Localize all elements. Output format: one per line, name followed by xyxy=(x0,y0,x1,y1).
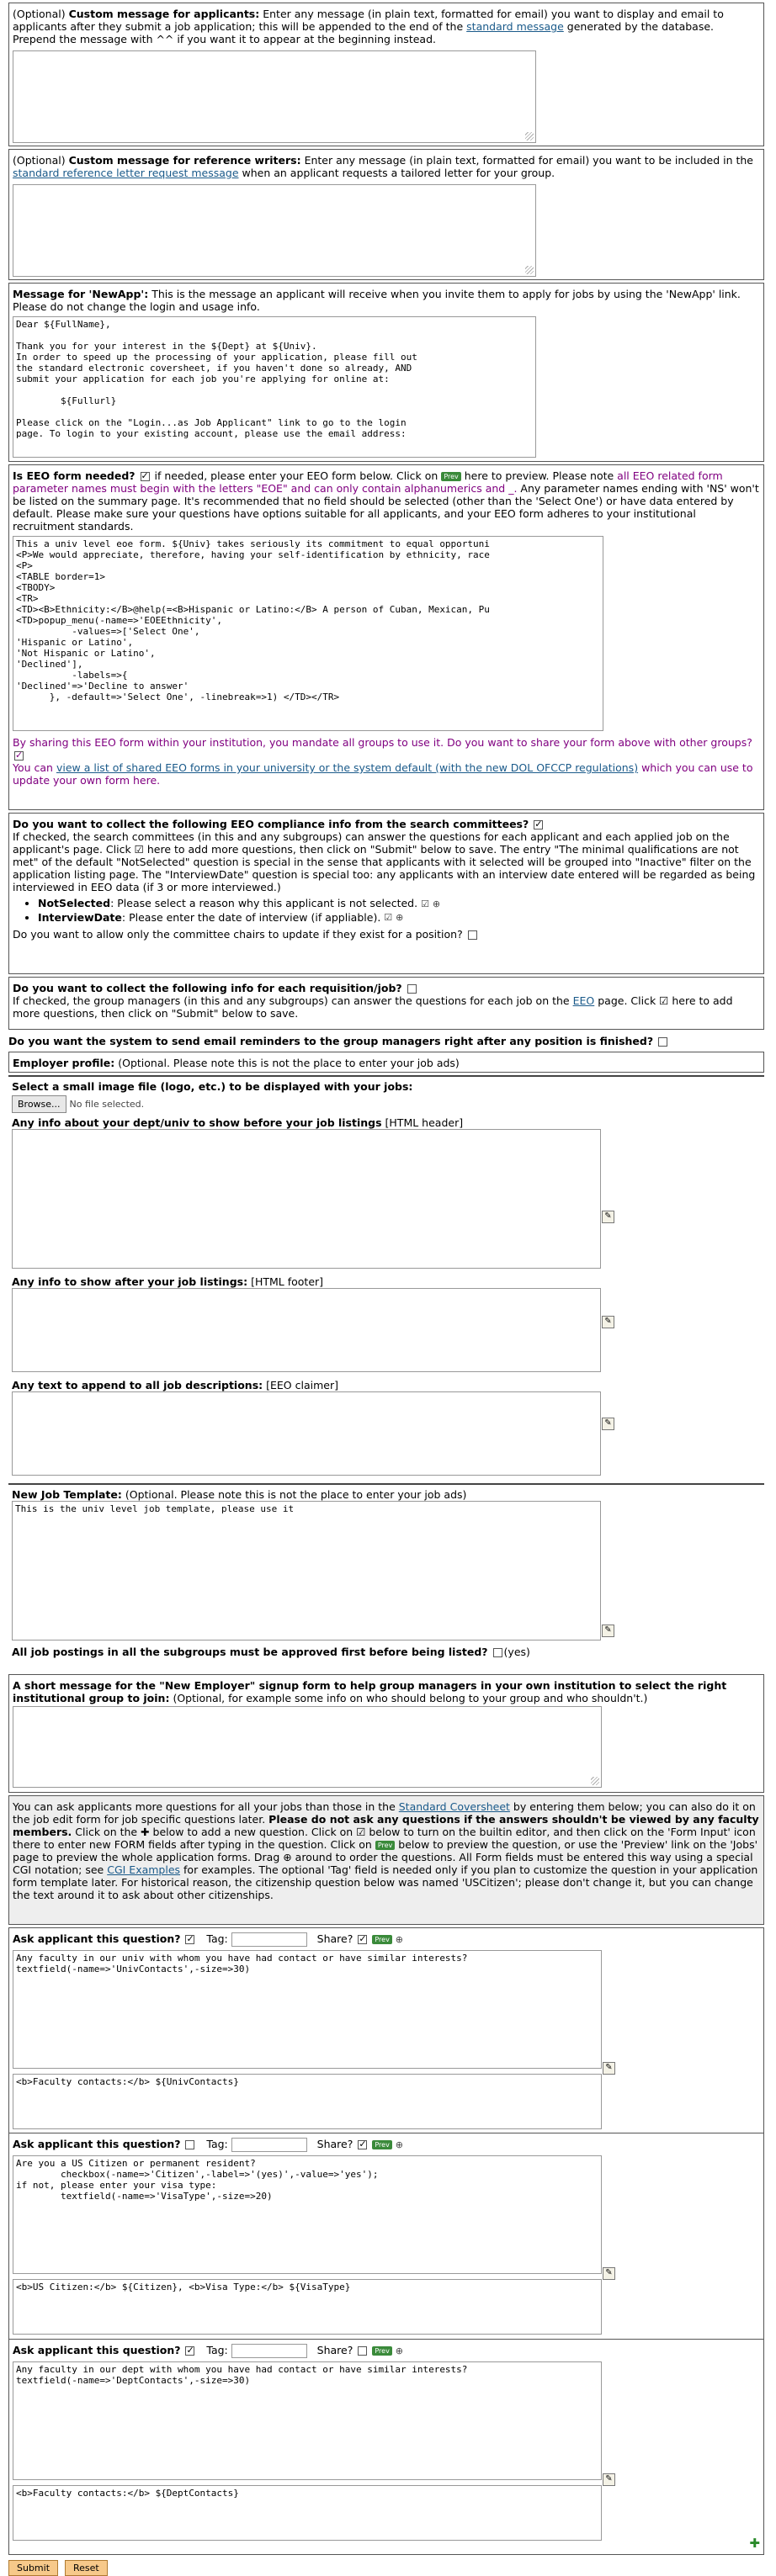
reset-button[interactable]: Reset xyxy=(65,2560,108,2576)
submit-button[interactable]: Submit xyxy=(8,2560,58,2576)
logo-label: Select a small image file (logo, etc.) to be displayed with your jobs: xyxy=(12,1080,413,1093)
add-question-icon[interactable]: ✚ xyxy=(749,2536,760,2551)
job-template-textarea[interactable]: This is the univ level job template, please use it xyxy=(12,1501,601,1640)
template-section xyxy=(8,1485,764,1656)
approval-note: (yes) xyxy=(503,1646,530,1658)
question-block xyxy=(8,2133,764,2340)
chairs-only-checkbox[interactable] xyxy=(468,930,477,940)
question-name: NotSelected xyxy=(38,897,111,909)
help-text: by entering them below; you can also do it on the job edit form for job specific questions later. xyxy=(13,1800,756,1826)
eeo-form-textarea[interactable]: This a univ level eoe form. ${Univ} takes seriously its commitment to equal opportuni <P>We would appreciate, therefore, having your self-identification by ethnicity, race <P> <TABLE border=1> <TBODY> <TR> <TD><B>Ethnicity:</B>@help(=<B>Hispanic or Latino:</B> A person of Cuban, Mexican, Pu <TD>popup_menu(-name=>'EOEEthnicity', -values=>['Select One', 'Hispanic or Latino', 'Not Hispanic or Latino', 'Declined'], -labels=>{ 'Declined'=>'Decline to answer' }, -default=>'Select One', -linebreak=>1) </TD></TR> xyxy=(13,536,603,731)
drag-icon[interactable]: ⊕ xyxy=(395,2139,403,2150)
reference-letter-message-link[interactable]: standard reference letter request message xyxy=(13,167,239,179)
ask-label: Ask applicant this question? xyxy=(13,2138,181,2150)
signup-section xyxy=(8,1674,764,1793)
ask-label: Ask applicant this question? xyxy=(13,2344,181,2356)
question-desc: Please enter the date of interview (if appliable). xyxy=(129,910,381,924)
eeo-label: Is EEO form needed? xyxy=(13,469,136,482)
eeo-page-link[interactable]: EEO xyxy=(572,994,595,1007)
eeo-section xyxy=(8,464,764,810)
eeo-needed-checkbox[interactable] xyxy=(141,472,150,481)
tag-input[interactable] xyxy=(231,2344,307,2358)
standard-message-link[interactable]: standard message xyxy=(466,20,564,33)
requisition-checkbox[interactable] xyxy=(407,984,417,994)
share-checkbox[interactable] xyxy=(358,1935,367,1944)
question-textarea[interactable]: Are you a US Citizen or permanent resident? checkbox(-name=>'Citizen',-label=>'(yes)',-value=>'yes'); if not, please enter your visa type: textfield(-name=>'VisaType',-size=>20) xyxy=(13,2155,602,2274)
template-label: New Job Template: xyxy=(12,1488,122,1501)
tag-label: Tag: xyxy=(206,2344,228,2356)
editor-icon[interactable]: ✎ xyxy=(603,2062,615,2075)
eeo-param-note: all EEO related form parameter names must begin with the letters "EOE" and can only contain alphanumerics and _. xyxy=(13,469,723,495)
ask-checkbox[interactable] xyxy=(185,2140,194,2149)
share-label: Share? xyxy=(316,2344,353,2356)
question-textarea[interactable]: Any faculty in our univ with whom you have had contact or have similar interests? textfield(-name=>'UnivContacts',-size=>30) xyxy=(13,1950,602,2069)
html-header-textarea[interactable] xyxy=(12,1129,601,1269)
share-text: By sharing this EEO form within your institution, you mandate all groups to use it. Do you want to share your form above with other groups? xyxy=(13,736,752,749)
help-text: when an applicant requests a tailored letter for your group. xyxy=(242,167,555,179)
eeo-share-checkbox[interactable] xyxy=(14,751,24,761)
editor-icon[interactable]: ✎ xyxy=(603,2473,615,2486)
ask-checkbox[interactable] xyxy=(185,2346,194,2356)
help-text: You can ask applicants more questions for all your jobs than those in the xyxy=(13,1800,396,1813)
reminders-label: Do you want the system to send email reminders to the group managers right after any position is finished? xyxy=(8,1035,654,1047)
approval-label: All job postings in all the subgroups must be approved first before being listed? xyxy=(12,1646,488,1658)
optional-label: (Optional) xyxy=(13,8,66,20)
browse-button[interactable]: Browse... xyxy=(12,1095,66,1113)
share-checkbox[interactable] xyxy=(358,2346,367,2356)
drag-icon[interactable]: ⊕ xyxy=(396,912,404,923)
tag-label: Tag: xyxy=(206,2138,228,2150)
editor-icon[interactable]: ✎ xyxy=(602,1316,614,1328)
footer-label: Any info to show after your job listings: xyxy=(12,1275,248,1288)
question-textarea[interactable]: Any faculty in our dept with whom you have had contact or have similar interests? textfield(-name=>'DeptContacts',-size=>30) xyxy=(13,2361,602,2480)
drag-icon[interactable]: ⊕ xyxy=(395,1934,403,1945)
reminders-section xyxy=(8,1032,764,1049)
share-label: Share? xyxy=(316,1932,353,1945)
help-text: Enter any message (in plain text, formatted for email) you want to be included in the xyxy=(304,154,753,167)
answer-template-textarea[interactable]: <b>US Citizen:</b> ${Citizen}, <b>Visa Type:</b> ${VisaType} xyxy=(13,2279,602,2335)
help-text: This is the message an applicant will receive when you invite them to apply for jobs by using the 'NewApp' link. Please do not change the login and usage info. xyxy=(13,288,741,313)
help-text: Any parameter names ending with 'NS' won't be listed on the summary page. It's recommended that no field should be selected (other than the 'Select One') or have data entered by default. Please make sure your questions have options suitable for all applicants, and your EEO form adheres to your institutional recruitment standards. xyxy=(13,482,759,533)
help-text: for examples. The optional 'Tag' field is needed only if you plan to customize the question in your application form template later. For historical reason, the citizenship question below was named 'USCitizen'; please don't change it, but you can change the text around it to ask about other citizenships. xyxy=(13,1863,758,1901)
help-text: You can xyxy=(13,761,53,774)
optional-label: (Optional) xyxy=(13,154,66,167)
reference-message-help xyxy=(13,154,760,179)
question-block xyxy=(8,1927,764,2133)
preview-icon[interactable]: Prev xyxy=(372,1935,391,1944)
html-footer-textarea[interactable] xyxy=(12,1288,601,1372)
claimer-note: [EEO claimer] xyxy=(266,1379,338,1391)
preview-icon[interactable]: Prev xyxy=(441,472,460,481)
help-text: here to preview. Please note xyxy=(464,469,614,482)
help-text: Enter any message (in plain text, formatted for email) you want to display and email to applicants after they submit a job application; this will be appended to the end of the xyxy=(13,8,724,33)
edit-icon[interactable]: ☑ xyxy=(384,912,393,923)
compliance-help xyxy=(13,818,760,893)
editor-icon[interactable]: ✎ xyxy=(602,1625,614,1637)
signup-label: A short message for the "New Employer" signup form to help group managers in your own institution to select the right institutional group to join: xyxy=(13,1679,727,1704)
compliance-question-list xyxy=(38,897,760,925)
share-label: Share? xyxy=(316,2138,353,2150)
chairs-label: Do you want to allow only the committee chairs to update if they exist for a position? xyxy=(13,928,463,941)
help-text: If checked, the search committees (in this and any subgroups) can answer the questions for each applicant and each applied job on the applicant's page. Click ☑ here to add more questions, then click on "Submit" below to save. The entry "The minimal qualifications are not met" of the default "NotSelected" question is special in the sense that applicants with it selected will be grouped into "Inactive" filter on the application listing page. The "InterviewDate" question is special too: any applicants with an interview date entered will be regarded as being interviewed in EEO data (if 3 or more interviewed.) xyxy=(13,830,756,893)
compliance-section xyxy=(8,813,764,974)
preview-icon[interactable]: Prev xyxy=(372,2346,391,2356)
profile-section xyxy=(8,1052,764,1073)
help-text: generated by the database. Prepend the message with ^^ if you want it to appear at the beginning instead. xyxy=(13,20,715,45)
profile-note: (Optional. Please note this is not the place to enter your job ads) xyxy=(118,1057,460,1069)
form-buttons xyxy=(8,2560,764,2576)
signup-note: (Optional, for example some info on who should belong to your group and who shouldn't.) xyxy=(173,1692,648,1704)
ask-label: Ask applicant this question? xyxy=(13,1932,181,1945)
help-text: page. Click ☑ here to add more questions, then click on "Submit" below to save. xyxy=(13,994,733,1020)
ask-checkbox[interactable] xyxy=(185,1935,194,1944)
editor-icon[interactable]: ✎ xyxy=(603,2267,615,2280)
chairs-question xyxy=(13,928,760,941)
file-status: No file selected. xyxy=(69,1099,145,1110)
eeo-help xyxy=(13,469,760,533)
eeo-claimer-textarea[interactable] xyxy=(12,1391,601,1476)
shared-eeo-forms-link[interactable]: view a list of shared EEO forms in your university or the system default (with the new DOL OFCCP regulations) xyxy=(56,761,639,774)
footer-note: [HTML footer] xyxy=(251,1275,324,1288)
preview-icon[interactable]: Prev xyxy=(372,2140,391,2149)
newapp-label: Message for 'NewApp': xyxy=(13,288,149,300)
eeo-shared-list-note xyxy=(13,761,760,787)
cgi-examples-link[interactable]: CGI Examples xyxy=(107,1863,181,1876)
tag-label: Tag: xyxy=(206,1932,228,1945)
reference-message-section xyxy=(8,149,764,280)
help-text: Click on the ✚ below to add a new question. Click on ☑ below to turn on the builtin editor, and then click on the 'Form Input' icon there to enter new FORM fields after typing in the question. Click on xyxy=(13,1826,756,1851)
tag-input[interactable] xyxy=(231,2138,307,2152)
help-text: If checked, the group managers (in this and any subgroups) can answer the questions for each job on the xyxy=(13,994,570,1007)
profile-label: Employer profile: xyxy=(13,1057,115,1069)
more-questions-help xyxy=(8,1795,764,1925)
compliance-label: Do you want to collect the following EEO compliance info from the search committees? xyxy=(13,818,529,830)
question-block xyxy=(8,2340,764,2555)
help-text: below to preview the question, or use the 'Preview' link on the 'Jobs' page to preview the whole application forms. Drag ⊕ around to order the questions. All Form fields must be entered this way using a special CGI notation; see xyxy=(13,1838,758,1876)
signup-textarea[interactable] xyxy=(13,1706,602,1788)
applicant-message-help xyxy=(13,8,760,45)
edit-icon[interactable]: ☑ xyxy=(421,898,429,909)
newapp-textarea[interactable]: Dear ${FullName}, Thank you for your interest in the ${Dept} at ${Univ}. In order to speed up the processing of your application, please fill out the standard electronic coversheet, if you haven't done so already, AND submit your application for each job you're applying for online at: ${Fullurl} Please click on the "Login...as Job Applicant" link to go to the login page. To login to your existing account, please use the email address: xyxy=(13,316,536,458)
requisition-help xyxy=(13,982,760,1020)
settings-form xyxy=(8,3,764,2576)
help-text: if needed, please enter your EEO form below. Click on xyxy=(154,469,438,482)
newapp-message-section xyxy=(8,283,764,462)
reminders-checkbox[interactable] xyxy=(658,1037,667,1047)
applicant-message-textarea[interactable] xyxy=(13,50,536,143)
drag-icon[interactable]: ⊕ xyxy=(432,898,441,909)
header-label: Any info about your dept/univ to show before your job listings xyxy=(12,1116,382,1129)
profile-fields xyxy=(8,1077,764,1483)
compliance-checkbox[interactable] xyxy=(534,820,543,830)
question-name: InterviewDate xyxy=(38,910,122,924)
applicant-message-section xyxy=(8,3,764,146)
applicant-message-label: Custom message for applicants: xyxy=(68,8,260,20)
tag-input[interactable] xyxy=(231,1932,307,1947)
editor-icon[interactable]: ✎ xyxy=(602,1418,614,1430)
list-item: • NotSelected: Please select a reason why this applicant is not selected. ☑ ⊕ xyxy=(38,897,760,911)
answer-template-textarea[interactable]: <b>Faculty contacts:</b> ${UnivContacts} xyxy=(13,2074,602,2129)
approval-checkbox[interactable] xyxy=(493,1648,502,1657)
reference-message-textarea[interactable] xyxy=(13,184,536,277)
question-desc: Please select a reason why this applicant is not selected. xyxy=(117,897,418,909)
header-note: [HTML header] xyxy=(385,1116,464,1129)
preview-icon: Prev xyxy=(375,1841,395,1850)
standard-coversheet-link[interactable]: Standard Coversheet xyxy=(398,1800,510,1813)
template-note: (Optional. Please note this is not the place to enter your job ads) xyxy=(125,1488,467,1501)
answer-template-textarea[interactable]: <b>Faculty contacts:</b> ${DeptContacts} xyxy=(13,2485,602,2541)
claimer-label: Any text to append to all job descriptions: xyxy=(12,1379,263,1391)
share-checkbox[interactable] xyxy=(358,2140,367,2149)
drag-icon[interactable]: ⊕ xyxy=(395,2345,403,2356)
eeo-share-note xyxy=(13,736,760,761)
reference-message-label: Custom message for reference writers: xyxy=(68,154,301,167)
requisition-label: Do you want to collect the following info for each requisition/job? xyxy=(13,982,402,994)
editor-icon[interactable]: ✎ xyxy=(602,1211,614,1223)
warning-text: Please do not ask any questions if the answers shouldn't be viewed by any faculty members. xyxy=(13,1813,759,1838)
list-item: • InterviewDate: Please enter the date of interview (if appliable). ☑ ⊕ xyxy=(38,911,760,925)
newapp-help xyxy=(13,288,760,313)
help-text: which you can use to update your own form here. xyxy=(13,761,753,787)
requisition-section xyxy=(8,977,764,1030)
